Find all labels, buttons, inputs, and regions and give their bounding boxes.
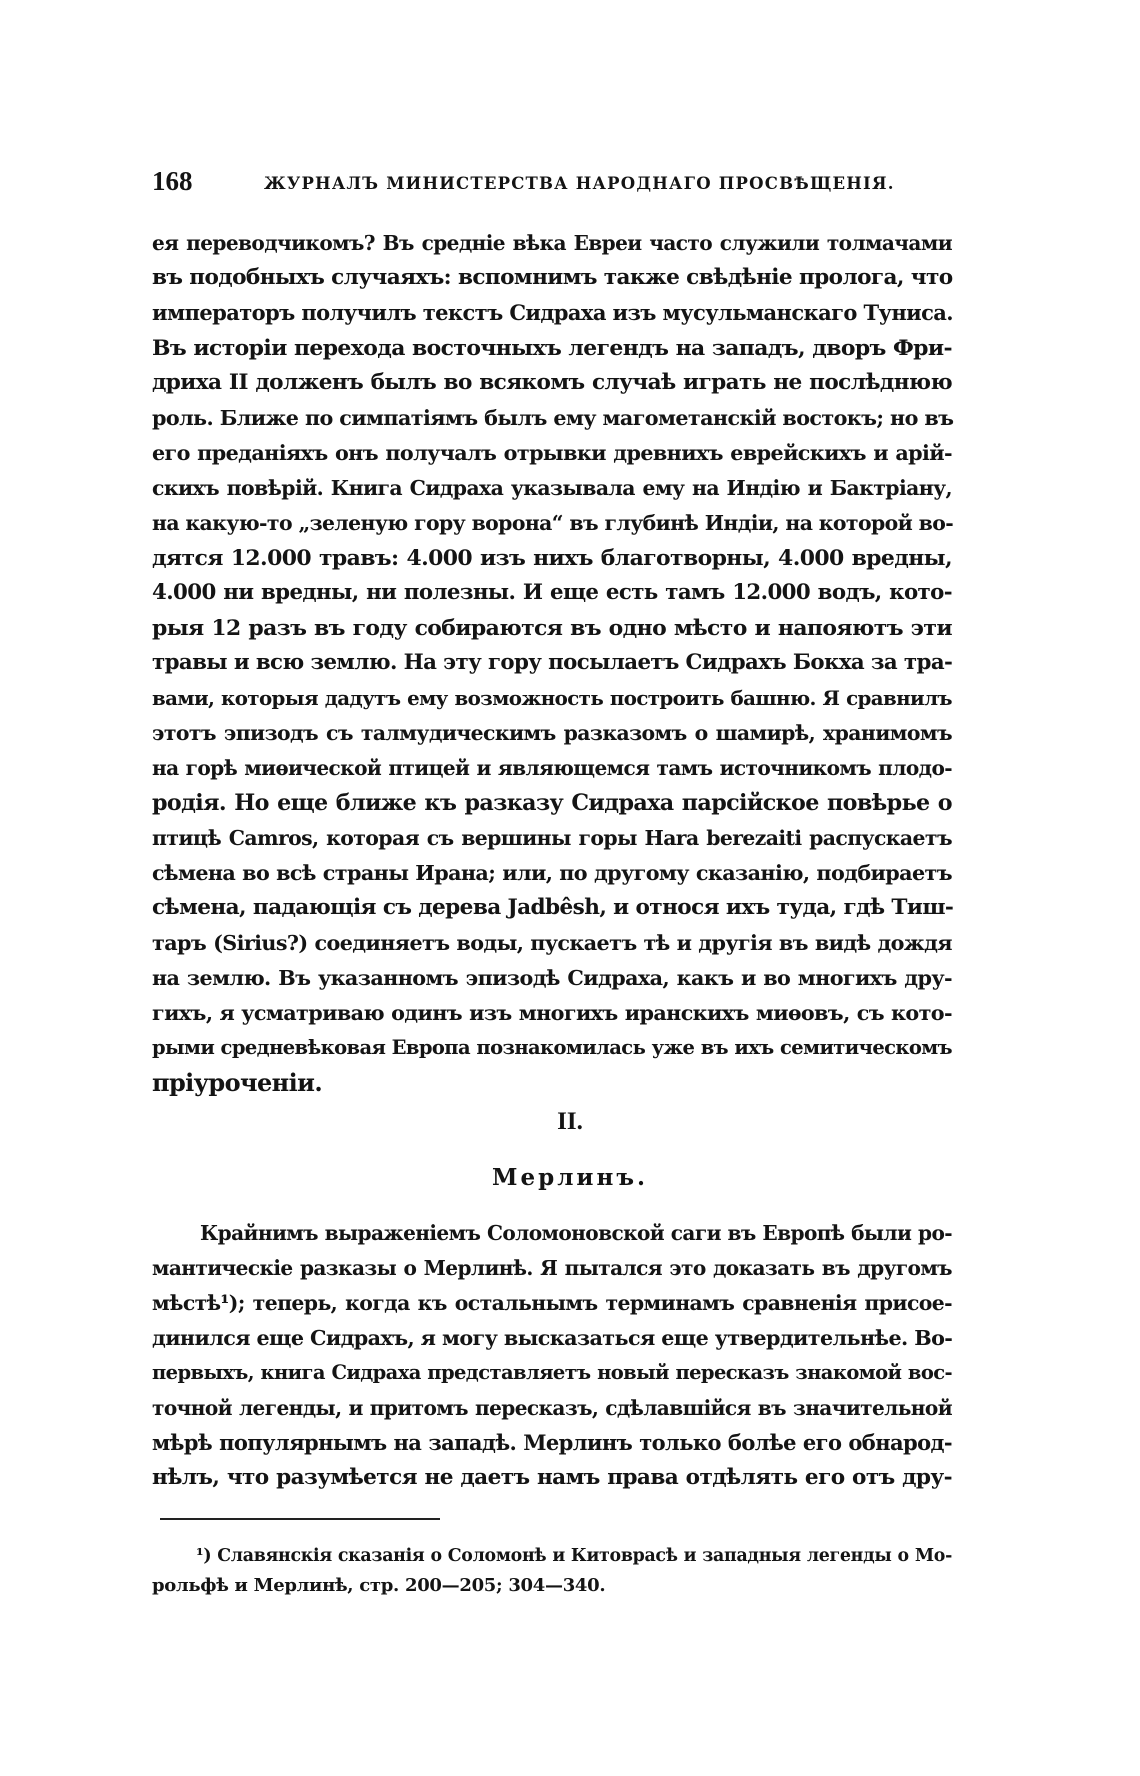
- text-line: ея переводчикомъ? Въ средніе вѣка Евреи часто служили толмачами: [152, 231, 952, 255]
- text-line: дриха II долженъ былъ во всякомъ случаѣ играть не послѣднюю: [152, 370, 952, 395]
- footnote-line: рольфѣ и Мерлинѣ, стр. 200—205; 304—340.: [152, 1575, 606, 1596]
- text-line: на горѣ миѳической птицей и являющемся тамъ источникомъ плодо-: [152, 756, 952, 780]
- text-line: Крайнимъ выраженіемъ Соломоновской саги въ Европѣ были ро-: [200, 1221, 952, 1245]
- text-line: нѣлъ, что разумѣется не даетъ намъ права отдѣлять его отъ дру-: [152, 1465, 952, 1490]
- text-line: сѣмена во всѣ страны Ирана; или, по другому сказанію, подбираетъ: [152, 861, 952, 885]
- running-title: ЖУРНАЛЪ МИНИСТЕРСТВА НАРОДНАГО ПРОСВѢЩЕНІЯ.: [264, 174, 895, 193]
- text-line: въ подобныхъ случаяхъ: вспомнимъ также свѣдѣніе пролога, что: [152, 265, 953, 290]
- text-line: на какую-то „зеленую гору ворона“ въ глубинѣ Индіи, на которой во-: [152, 511, 954, 535]
- text-line: травы и всю землю. На эту гору посылаетъ Сидрахъ Бокха за тра-: [152, 650, 953, 675]
- page-header: [152, 166, 952, 202]
- text-line: мѣстѣ¹); теперь, когда къ остальнымъ терминамъ сравненія присое-: [152, 1291, 952, 1315]
- text-line: мѣрѣ популярнымъ на западѣ. Мерлинъ только болѣе его обнарод-: [152, 1430, 952, 1455]
- footnote-rule: [160, 1518, 440, 1520]
- text-line: скихъ повѣрій. Книга Сидраха указывала ему на Индію и Бактріану,: [152, 476, 952, 500]
- text-line: первыхъ, книга Сидраха представляетъ новый пересказъ знакомой вос-: [152, 1361, 952, 1384]
- text-line: Въ исторіи перехода восточныхъ легендъ на западъ, дворъ Фри-: [152, 335, 952, 361]
- text-line: динился еще Сидрахъ, я могу высказаться еще утвердительнѣе. Во-: [152, 1326, 953, 1350]
- text-line: пріуроченіи.: [152, 1068, 323, 1097]
- text-line: мантическіе разказы о Мерлинѣ. Я пытался это доказать въ другомъ: [152, 1256, 952, 1280]
- text-line: императоръ получилъ текстъ Сидраха изъ мусульманскаго Туниса.: [152, 300, 953, 325]
- text-line: гихъ, я усматриваю одинъ изъ многихъ иранскихъ миѳовъ, съ кото-: [152, 1001, 952, 1025]
- text-line: птицѣ Camros, которая съ вершины горы Hara berezaiti распускаетъ: [152, 826, 952, 850]
- text-line: дятся 12.000 травъ: 4.000 изъ нихъ благотворны, 4.000 вредны,: [152, 545, 952, 571]
- text-line: рыми средневѣковая Европа познакомилась уже въ ихъ семитическомъ: [152, 1036, 952, 1059]
- text-line: 4.000 ни вредны, ни полезны. И еще есть тамъ 12.000 водъ, кото-: [152, 580, 952, 605]
- text-line: точной легенды, и притомъ пересказъ, сдѣлавшійся въ значительной: [152, 1396, 952, 1420]
- text-line: вами, которыя дадутъ ему возможность построить башню. Я сравнилъ: [152, 686, 952, 710]
- text-line: сѣмена, падающія съ дерева Jadbêsh, и относя ихъ туда, гдѣ Тиш-: [152, 895, 954, 920]
- text-line: родія. Но еще ближе къ разказу Сидраха парсійское повѣрье о: [152, 790, 952, 816]
- text-line: на землю. Въ указанномъ эпизодѣ Сидраха, какъ и во многихъ дру-: [152, 966, 952, 990]
- page-number: 168: [152, 166, 193, 196]
- text-line: роль. Ближе по симпатіямъ былъ ему магометанскій востокъ; но въ: [152, 406, 954, 430]
- text-line: его преданіяхъ онъ получалъ отрывки древнихъ еврейскихъ и арій-: [152, 441, 952, 465]
- text-line: таръ (Sirius?) соединяетъ воды, пускаетъ тѣ и другія въ видѣ дождя: [152, 931, 952, 955]
- section-number: II.: [557, 1108, 583, 1135]
- section-title: Мерлинъ.: [492, 1164, 648, 1191]
- footnote-line: ¹) Славянскія сказанія о Соломонѣ и Китоврасѣ и западныя легенды о Мо-: [196, 1546, 952, 1566]
- text-line: этотъ эпизодъ съ талмудическимъ разказомъ о шамирѣ, хранимомъ: [152, 721, 952, 745]
- text-line: рыя 12 разъ въ году собираются въ одно мѣсто и напояютъ эти: [152, 615, 952, 641]
